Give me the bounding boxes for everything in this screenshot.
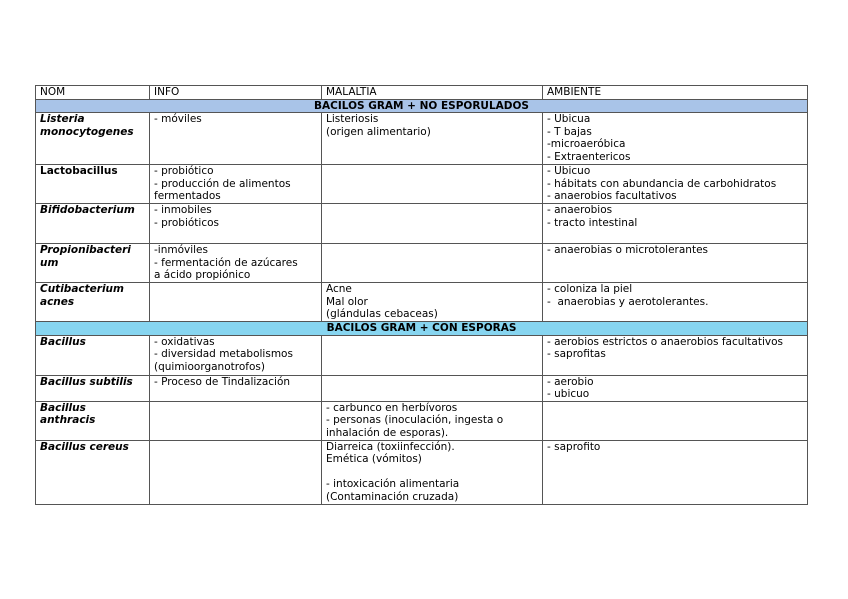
cell-line: - Extraentericos xyxy=(547,150,631,163)
bacteria-table xyxy=(35,85,808,505)
environment-cell xyxy=(543,440,808,504)
environment-cell xyxy=(543,375,808,401)
bacterium-name-cell xyxy=(36,401,150,440)
disease-cell xyxy=(322,440,543,504)
bacterium-name: Lactobacillus xyxy=(40,165,118,177)
disease-cell xyxy=(322,401,543,440)
cell-line: - personas (inoculación, ingesta o xyxy=(326,414,504,426)
info-cell xyxy=(150,283,322,322)
table-row xyxy=(36,283,808,322)
cell-line: - saprofitas xyxy=(547,348,606,360)
bacterium-name-cell xyxy=(36,283,150,322)
cell-line: Diarreica (toxiinfección). xyxy=(326,440,455,453)
header-ambiente: AMBIENTE xyxy=(543,86,808,100)
cell-line: (quimioorganotrofos) xyxy=(154,360,265,373)
header-malaltia: MALALTIA xyxy=(322,86,543,100)
table-row xyxy=(36,440,808,504)
cell-line: (glándulas cebaceas) xyxy=(326,308,438,320)
bacterium-name: Cutibacterium xyxy=(40,283,124,295)
table-row xyxy=(36,165,808,204)
environment-cell xyxy=(543,244,808,283)
cell-line: - anaerobias y aerotolerantes. xyxy=(547,295,709,308)
bacterium-name: Listeria xyxy=(40,113,85,125)
cell-line: - Ubicua xyxy=(547,113,591,125)
info-cell xyxy=(150,165,322,204)
cell-line: - anaerobios xyxy=(547,204,613,216)
bacterium-name-cell xyxy=(36,375,150,401)
table-body xyxy=(36,86,808,505)
bacterium-name: Bacillus subtilis xyxy=(40,375,133,388)
disease-cell xyxy=(322,113,543,165)
cell-line: - oxidativas xyxy=(154,335,215,348)
environment-cell xyxy=(543,113,808,165)
cell-line: Acne xyxy=(326,283,352,295)
cell-line: - anaerobios facultativos xyxy=(547,190,677,202)
table-row xyxy=(36,204,808,244)
environment-cell xyxy=(543,204,808,244)
cell-line: - coloniza la piel xyxy=(547,283,633,295)
table-row xyxy=(36,401,808,440)
cell-line: - probiótico xyxy=(154,165,214,177)
cell-line: Listeriosis xyxy=(326,113,379,125)
header-info: INFO xyxy=(150,86,322,100)
cell-line: fermentados xyxy=(154,190,221,202)
cell-line: - saprofito xyxy=(547,440,601,453)
section-title: BACILOS GRAM + NO ESPORULADOS xyxy=(36,99,808,113)
cell-line: - intoxicación alimentaria xyxy=(326,478,460,490)
cell-line: - aerobio xyxy=(547,375,594,388)
environment-cell xyxy=(543,401,808,440)
bacterium-name-cell xyxy=(36,165,150,204)
info-cell xyxy=(150,401,322,440)
section-title: BACILOS GRAM + CON ESPORAS xyxy=(36,322,808,336)
cell-line: - móviles xyxy=(154,113,202,125)
cell-line: (origen alimentario) xyxy=(326,125,431,138)
environment-cell xyxy=(543,335,808,375)
cell-line: - probióticos xyxy=(154,216,220,229)
cell-line: - Ubicuo xyxy=(547,165,591,177)
table-row xyxy=(36,375,808,401)
section-header xyxy=(36,322,808,336)
bacterium-name-cell xyxy=(36,244,150,283)
cell-line: - anaerobias o microtolerantes xyxy=(547,244,709,256)
cell-line: -microaeróbica xyxy=(547,138,626,150)
bacterium-name: um xyxy=(40,256,59,269)
cell-line: - T bajas xyxy=(547,125,592,138)
cell-line: - producción de alimentos xyxy=(154,177,291,190)
cell-line: Mal olor xyxy=(326,295,368,308)
environment-cell xyxy=(543,165,808,204)
cell-line: Emética (vómitos) xyxy=(326,453,422,465)
disease-cell xyxy=(322,375,543,401)
info-cell xyxy=(150,335,322,375)
info-cell xyxy=(150,375,322,401)
bacterium-name: Bifidobacterium xyxy=(40,204,135,216)
cell-line: - aerobios estrictos o anaerobios facultativos xyxy=(547,335,783,348)
bacterium-name: Propionibacteri xyxy=(40,244,131,256)
header-nom: NOM xyxy=(36,86,150,100)
cell-line: inhalación de esporas). xyxy=(326,426,449,439)
bacterium-name: Bacillus xyxy=(40,335,86,348)
cell-line: - Proceso de Tindalización xyxy=(154,375,291,388)
bacterium-name-cell xyxy=(36,204,150,244)
section-header xyxy=(36,99,808,113)
bacterium-name: Bacillus cereus xyxy=(40,440,129,453)
bacterium-name: Bacillus xyxy=(40,401,86,414)
cell-line: - hábitats con abundancia de carbohidratos xyxy=(547,177,777,190)
disease-cell xyxy=(322,244,543,283)
cell-line: - carbunco en herbívoros xyxy=(326,401,458,414)
bacterium-name-cell xyxy=(36,113,150,165)
cell-line: a ácido propiónico xyxy=(154,269,251,281)
info-cell xyxy=(150,440,322,504)
bacterium-name: anthracis xyxy=(40,414,96,426)
cell-line: - tracto intestinal xyxy=(547,216,638,229)
disease-cell xyxy=(322,165,543,204)
cell-line: -inmóviles xyxy=(154,244,208,256)
cell-line: (Contaminación cruzada) xyxy=(326,490,459,503)
cell-line: - diversidad metabolismos xyxy=(154,348,293,360)
table-row xyxy=(36,244,808,283)
info-cell xyxy=(150,244,322,283)
info-cell xyxy=(150,204,322,244)
disease-cell xyxy=(322,283,543,322)
header-row xyxy=(36,86,808,100)
cell-line: - inmobiles xyxy=(154,204,212,216)
bacterium-name-cell xyxy=(36,440,150,504)
disease-cell xyxy=(322,335,543,375)
table-row xyxy=(36,335,808,375)
disease-cell xyxy=(322,204,543,244)
bacterium-name-cell xyxy=(36,335,150,375)
bacterium-name: monocytogenes xyxy=(40,125,134,138)
cell-line: - fermentación de azúcares xyxy=(154,256,298,269)
cell-line: - ubicuo xyxy=(547,388,590,400)
environment-cell xyxy=(543,283,808,322)
bacterium-name: acnes xyxy=(40,295,75,308)
info-cell xyxy=(150,113,322,165)
cell-line xyxy=(326,466,538,479)
table-row xyxy=(36,113,808,165)
